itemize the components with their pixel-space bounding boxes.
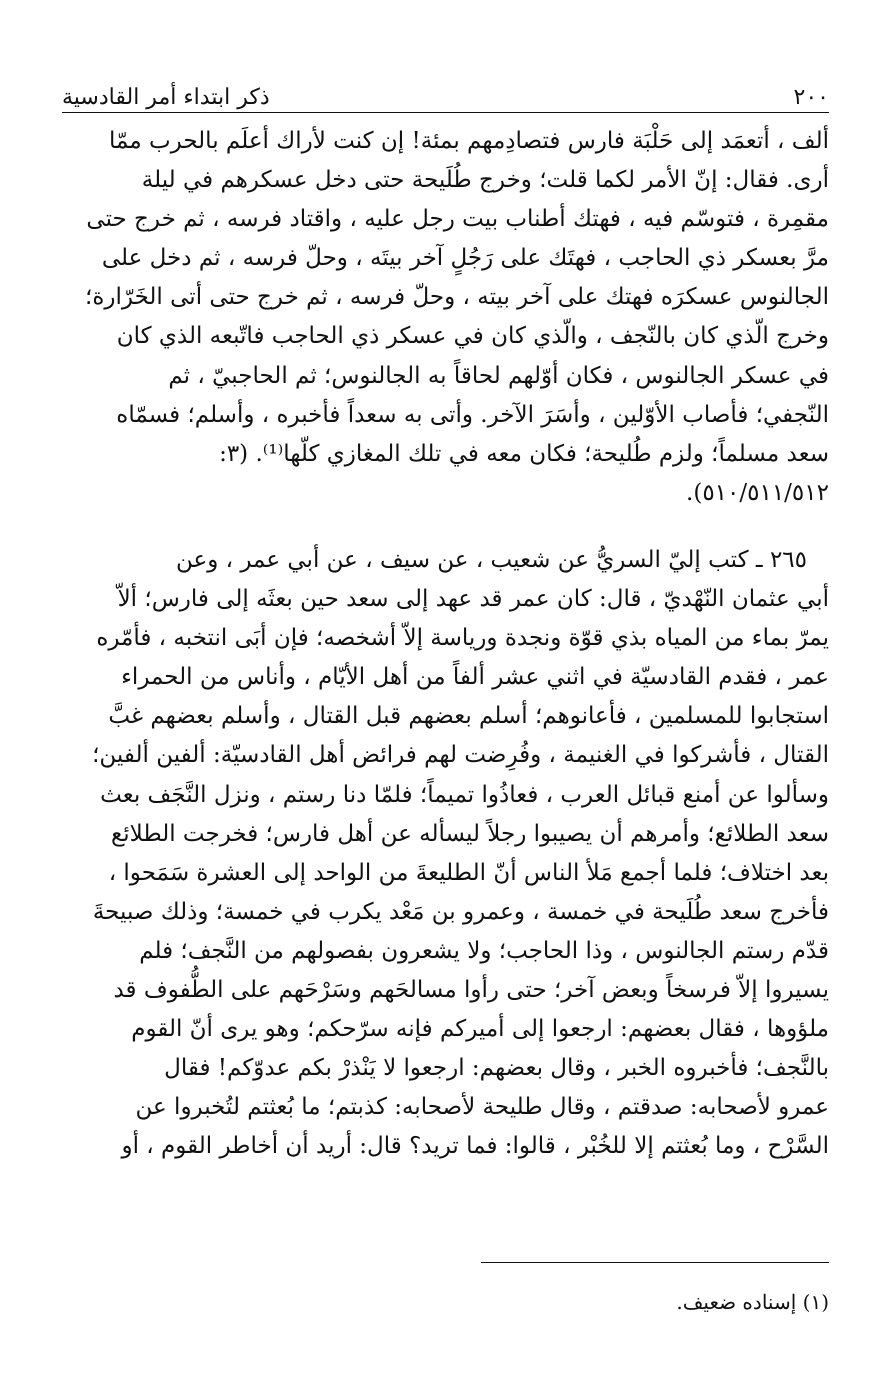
text-line: بالنَّجف؛ فأخبروه الخبر ، وقال بعضهم: ارجعوا لا يَنْذرْ بكم عدوّكم! فقال bbox=[164, 1055, 829, 1082]
text-line: سعد الطلائع؛ وأمرهم أن يصيبوا رجلاً ليسأله عن أهل فارس؛ فخرجت الطلائع bbox=[110, 820, 829, 847]
text-line: استجابوا للمسلمين ، فأعانوهم؛ أسلم بعضهم قبل القتال ، وأسلم بعضهم غبَّ bbox=[108, 703, 829, 730]
footnote-rule bbox=[481, 1262, 829, 1263]
text-line: عمر ، فقدم القادسيّة في اثني عشر ألفاً من أهل الأيّام ، وأناس من الحمراء bbox=[121, 664, 829, 691]
footnote-number: (١) bbox=[802, 1290, 829, 1314]
text-line: ملؤوها ، فقال بعضهم: ارجعوا إلى أميركم فإنه سرّحكم؛ وهو يرى أنّ القوم bbox=[131, 1016, 829, 1043]
text-line: وسألوا عن أمنع قبائل العرب ، فعاذُوا تميماً؛ فلمّا دنا رستم ، ونزل النَّجَف بعث bbox=[100, 781, 829, 808]
text-line: وخرج الّذي كان بالنّجف ، والّذي كان في عسكر ذي الحاجب فاتّبعه الذي كان bbox=[116, 323, 829, 350]
footnote-text: إسناده ضعيف. bbox=[676, 1290, 797, 1314]
text-line: يمرّ بماء من المياه بذي قوّة ونجدة ورياسة إلاّ أشخصه؛ فإن أبَى انتخبه ، فأمّره bbox=[96, 625, 829, 652]
footnote bbox=[62, 1287, 829, 1317]
text-line: الجالنوس عسكرَه فهتك على آخر بيته ، وحلّ فرسه ، ثم خرج حتى أتى الخَرّارة؛ bbox=[85, 284, 829, 311]
text-line: سعد مسلماً؛ ولزم طُليحة؛ فكان معه في تلك المغازي كلّها⁽¹⁾. (٣: bbox=[219, 440, 829, 467]
text-line: ألف ، أتعمَد إلى حَلْبَة فارس فتصادِمهم بمئة! إن كنت لأراك أعلَم بالحرب ممّا bbox=[109, 128, 829, 154]
text-line: قدّم رستم الجالنوس ، وذا الحاجب؛ ولا يشعرون بفصولهم من النَّجف؛ فلم bbox=[139, 937, 829, 964]
paragraph bbox=[62, 541, 829, 1167]
text-line: ٥١٠/٥١١/٥١٢). bbox=[686, 479, 829, 506]
text-line: أرى. فقال: إنّ الأمر لكما قلت؛ وخرج طُلَيحة حتى دخل عسكرهم في ليلة bbox=[141, 167, 829, 194]
text-line: في عسكر الجالنوس ، فكان أوّلهم لحاقاً به الجالنوس؛ ثم الحاجبيّ ، ثم bbox=[168, 362, 829, 389]
running-title: ذكر ابتداء أمر القادسية bbox=[62, 85, 270, 110]
text-line: ٢٦٥ ـ كتب إليّ السريُّ عن شعيب ، عن سيف ، عن أبي عمر ، وعن bbox=[175, 546, 807, 573]
text-line: السَّرْح ، وما بُعثتم إلا للخُبْر ، قالوا: فما تريد؟ قال: أريد أن أخاطر القوم ، أو bbox=[121, 1133, 829, 1160]
text-line: القتال ، فأشركوا في الغنيمة ، وفُرِضت لهم فرائض أهل القادسيّة: ألفين ألفين؛ bbox=[92, 742, 829, 769]
header-rule bbox=[62, 112, 829, 113]
paragraph bbox=[62, 122, 829, 513]
page-number: ٢٠٠ bbox=[793, 85, 829, 110]
text-line: أبي عثمان النّهْديّ ، قال: كان عمر قد عهد إلى سعد حين بعثَه إلى فارس؛ ألاّ bbox=[117, 586, 829, 613]
text-line: يسيروا إلاّ فرسخاً وبعض آخر؛ حتى رأوا مسالحَهم وسَرْحَهم على الطُّفوف قد bbox=[113, 976, 829, 1003]
text-line: النّجفي؛ فأصاب الأوّلين ، وأسَرَ الآخر. وأتى به سعداً فأخبره ، وأسلم؛ فسمّاه bbox=[116, 401, 829, 428]
main-text bbox=[62, 122, 829, 1166]
page-header bbox=[62, 70, 829, 110]
text-line: مقمِرة ، فتوسّم فيه ، فهتك أطناب بيت رجل عليه ، واقتاد فرسه ، ثم خرج حتى bbox=[86, 206, 829, 233]
text-line: مرَّ بعسكر ذي الحاجب ، فهتَك على رَجُلٍ آخر بيتَه ، وحلّ فرسه ، ثم دخل على bbox=[101, 245, 829, 272]
text-line: فأخرج سعد طُلَيحة في خمسة ، وعمرو بن مَعْد يكرب في خمسة؛ وذلك صبيحةَ bbox=[92, 898, 829, 925]
text-line: عمرو لأصحابه: صدقتم ، وقال طليحة لأصحابه: كذبتم؛ ما بُعثتم لتُخبروا عن bbox=[135, 1094, 829, 1121]
text-line: بعد اختلاف؛ فلما أجمع مَلأ الناس أنّ الطليعةَ من الواحد إلى العشرة سَمَحوا ، bbox=[108, 859, 829, 886]
